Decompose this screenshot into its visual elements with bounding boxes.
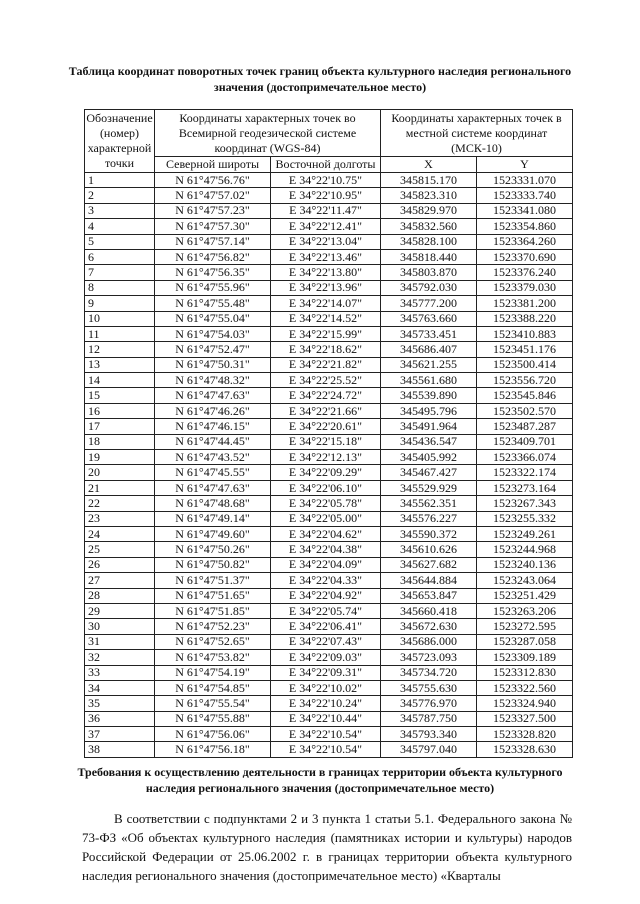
- point-number-cell: 38: [85, 742, 155, 757]
- y-cell: 1523312.830: [477, 665, 573, 680]
- y-cell: 1523327.500: [477, 711, 573, 726]
- y-cell: 1523545.846: [477, 388, 573, 403]
- section-title: Требования к осуществлению деятельности в границах территории объекта культурного наследия регионального значения (достопримечательное место): [77, 765, 563, 795]
- longitude-cell: E 34°22'09.03": [271, 650, 381, 665]
- point-number-cell: 4: [85, 219, 155, 234]
- longitude-cell: E 34°22'04.38": [271, 542, 381, 557]
- table-row: [85, 373, 573, 388]
- table-row: [85, 357, 573, 372]
- point-number-cell: 22: [85, 496, 155, 511]
- table-row: [85, 711, 573, 726]
- x-cell: 345621.255: [381, 357, 477, 372]
- x-cell: 345832.560: [381, 219, 477, 234]
- longitude-cell: E 34°22'10.44": [271, 711, 381, 726]
- longitude-cell: E 34°22'11.47": [271, 203, 381, 218]
- latitude-cell: N 61°47'51.37": [155, 573, 271, 588]
- table-row: [85, 342, 573, 357]
- point-number-cell: 37: [85, 727, 155, 742]
- latitude-cell: N 61°47'52.47": [155, 342, 271, 357]
- y-cell: 1523328.630: [477, 742, 573, 757]
- latitude-cell: N 61°47'47.63": [155, 388, 271, 403]
- y-cell: 1523309.189: [477, 650, 573, 665]
- longitude-cell: E 34°22'13.80": [271, 265, 381, 280]
- y-cell: 1523500.414: [477, 357, 573, 372]
- table-body: [85, 173, 573, 758]
- y-cell: 1523376.240: [477, 265, 573, 280]
- point-number-cell: 7: [85, 265, 155, 280]
- table-row: [85, 173, 573, 188]
- longitude-cell: E 34°22'14.52": [271, 311, 381, 326]
- x-cell: 345436.547: [381, 434, 477, 449]
- latitude-cell: N 61°47'54.85": [155, 680, 271, 695]
- table-row: [85, 326, 573, 341]
- table-title: Таблица координат поворотных точек границ объекта культурного наследия регионального значения (достопримечательное место): [68, 64, 572, 94]
- longitude-cell: E 34°22'12.41": [271, 219, 381, 234]
- table-row: [85, 665, 573, 680]
- latitude-cell: N 61°47'55.96": [155, 280, 271, 295]
- body-paragraph: [82, 809, 572, 885]
- point-number-cell: 29: [85, 603, 155, 618]
- latitude-cell: N 61°47'48.32": [155, 373, 271, 388]
- latitude-cell: N 61°47'56.82": [155, 249, 271, 264]
- latitude-cell: N 61°47'56.35": [155, 265, 271, 280]
- y-cell: 1523410.883: [477, 326, 573, 341]
- point-number-cell: 2: [85, 188, 155, 203]
- x-cell: 345755.630: [381, 680, 477, 695]
- table-row: [85, 573, 573, 588]
- latitude-cell: N 61°47'44.45": [155, 434, 271, 449]
- y-cell: 1523324.940: [477, 696, 573, 711]
- latitude-cell: N 61°47'57.02": [155, 188, 271, 203]
- point-number-cell: 27: [85, 573, 155, 588]
- point-number-cell: 14: [85, 373, 155, 388]
- x-cell: 345467.427: [381, 465, 477, 480]
- y-cell: 1523556.720: [477, 373, 573, 388]
- point-number-cell: 31: [85, 634, 155, 649]
- longitude-cell: E 34°22'04.92": [271, 588, 381, 603]
- x-cell: 345823.310: [381, 188, 477, 203]
- latitude-cell: N 61°47'54.03": [155, 326, 271, 341]
- table-row: [85, 388, 573, 403]
- point-number-cell: 10: [85, 311, 155, 326]
- longitude-cell: E 34°22'10.95": [271, 188, 381, 203]
- header-x: X: [381, 157, 477, 173]
- longitude-cell: E 34°22'24.72": [271, 388, 381, 403]
- latitude-cell: N 61°47'57.14": [155, 234, 271, 249]
- y-cell: 1523388.220: [477, 311, 573, 326]
- table-row: [85, 234, 573, 249]
- x-cell: 345815.170: [381, 173, 477, 188]
- y-cell: 1523379.030: [477, 280, 573, 295]
- point-number-cell: 30: [85, 619, 155, 634]
- longitude-cell: E 34°22'09.29": [271, 465, 381, 480]
- longitude-cell: E 34°22'05.00": [271, 511, 381, 526]
- y-cell: 1523341.080: [477, 203, 573, 218]
- longitude-cell: E 34°22'21.66": [271, 403, 381, 418]
- table-row: [85, 280, 573, 295]
- x-cell: 345576.227: [381, 511, 477, 526]
- longitude-cell: E 34°22'10.54": [271, 742, 381, 757]
- longitude-cell: E 34°22'12.13": [271, 450, 381, 465]
- longitude-cell: E 34°22'14.07": [271, 296, 381, 311]
- table-row: [85, 450, 573, 465]
- x-cell: 345405.992: [381, 450, 477, 465]
- x-cell: 345723.093: [381, 650, 477, 665]
- latitude-cell: N 61°47'53.82": [155, 650, 271, 665]
- x-cell: 345672.630: [381, 619, 477, 634]
- point-number-cell: 15: [85, 388, 155, 403]
- table-row: [85, 680, 573, 695]
- x-cell: 345686.407: [381, 342, 477, 357]
- x-cell: 345653.847: [381, 588, 477, 603]
- longitude-cell: E 34°22'13.96": [271, 280, 381, 295]
- point-number-cell: 19: [85, 450, 155, 465]
- table-row: [85, 603, 573, 618]
- x-cell: 345495.796: [381, 403, 477, 418]
- y-cell: 1523331.070: [477, 173, 573, 188]
- latitude-cell: N 61°47'54.19": [155, 665, 271, 680]
- header-y: Y: [477, 157, 573, 173]
- paragraph-text: В соответствии с подпунктами 2 и 3 пункта 1 статьи 5.1. Федерального закона № 73-ФЗ «Об объектах культурного наследия (памятниках истории и культуры) народов Российской Федерации от 25.06.2002 г. в границах территории объекта культурного наследия регионального значения (достопримечательное место) «Кварталы: [82, 811, 572, 883]
- y-cell: 1523322.174: [477, 465, 573, 480]
- header-latitude: Северной широты: [155, 157, 271, 173]
- x-cell: 345797.040: [381, 742, 477, 757]
- latitude-cell: N 61°47'56.06": [155, 727, 271, 742]
- header-wgs84: Координаты характерных точек во Всемирной геодезической системе координат (WGS-84): [155, 110, 381, 157]
- x-cell: 345818.440: [381, 249, 477, 264]
- table-row: [85, 650, 573, 665]
- point-number-cell: 35: [85, 696, 155, 711]
- table-row: [85, 542, 573, 557]
- x-cell: 345644.884: [381, 573, 477, 588]
- x-cell: 345828.100: [381, 234, 477, 249]
- latitude-cell: N 61°47'56.76": [155, 173, 271, 188]
- point-number-cell: 36: [85, 711, 155, 726]
- longitude-cell: E 34°22'10.24": [271, 696, 381, 711]
- latitude-cell: N 61°47'46.15": [155, 419, 271, 434]
- x-cell: 345686.000: [381, 634, 477, 649]
- longitude-cell: E 34°22'04.09": [271, 557, 381, 572]
- latitude-cell: N 61°47'48.68": [155, 496, 271, 511]
- y-cell: 1523243.064: [477, 573, 573, 588]
- point-number-cell: 5: [85, 234, 155, 249]
- latitude-cell: N 61°47'50.82": [155, 557, 271, 572]
- latitude-cell: N 61°47'55.48": [155, 296, 271, 311]
- point-number-cell: 20: [85, 465, 155, 480]
- latitude-cell: N 61°47'43.52": [155, 450, 271, 465]
- y-cell: 1523366.074: [477, 450, 573, 465]
- table-row: [85, 480, 573, 495]
- point-number-cell: 33: [85, 665, 155, 680]
- point-number-cell: 9: [85, 296, 155, 311]
- latitude-cell: N 61°47'55.54": [155, 696, 271, 711]
- longitude-cell: E 34°22'15.99": [271, 326, 381, 341]
- point-number-cell: 1: [85, 173, 155, 188]
- point-number-cell: 34: [85, 680, 155, 695]
- y-cell: 1523354.860: [477, 219, 573, 234]
- point-number-cell: 11: [85, 326, 155, 341]
- y-cell: 1523272.595: [477, 619, 573, 634]
- latitude-cell: N 61°47'49.14": [155, 511, 271, 526]
- table-row: [85, 296, 573, 311]
- point-number-cell: 24: [85, 526, 155, 541]
- point-number-cell: 16: [85, 403, 155, 418]
- longitude-cell: E 34°22'10.02": [271, 680, 381, 695]
- longitude-cell: E 34°22'04.33": [271, 573, 381, 588]
- point-number-cell: 21: [85, 480, 155, 495]
- y-cell: 1523381.200: [477, 296, 573, 311]
- longitude-cell: E 34°22'04.62": [271, 526, 381, 541]
- point-number-cell: 18: [85, 434, 155, 449]
- longitude-cell: E 34°22'10.75": [271, 173, 381, 188]
- y-cell: 1523370.690: [477, 249, 573, 264]
- header-longitude: Восточной долготы: [271, 157, 381, 173]
- x-cell: 345590.372: [381, 526, 477, 541]
- table-row: [85, 511, 573, 526]
- longitude-cell: E 34°22'09.31": [271, 665, 381, 680]
- latitude-cell: N 61°47'49.60": [155, 526, 271, 541]
- x-cell: 345627.682: [381, 557, 477, 572]
- y-cell: 1523451.176: [477, 342, 573, 357]
- table-row: [85, 265, 573, 280]
- point-number-cell: 32: [85, 650, 155, 665]
- longitude-cell: E 34°22'05.78": [271, 496, 381, 511]
- x-cell: 345793.340: [381, 727, 477, 742]
- table-row: [85, 742, 573, 757]
- x-cell: 345763.660: [381, 311, 477, 326]
- latitude-cell: N 61°47'57.23": [155, 203, 271, 218]
- longitude-cell: E 34°22'21.82": [271, 357, 381, 372]
- table-row: [85, 465, 573, 480]
- x-cell: 345776.970: [381, 696, 477, 711]
- table-row: [85, 188, 573, 203]
- point-number-cell: 6: [85, 249, 155, 264]
- y-cell: 1523328.820: [477, 727, 573, 742]
- latitude-cell: N 61°47'57.30": [155, 219, 271, 234]
- longitude-cell: E 34°22'06.41": [271, 619, 381, 634]
- point-number-cell: 26: [85, 557, 155, 572]
- x-cell: 345491.964: [381, 419, 477, 434]
- latitude-cell: N 61°47'55.88": [155, 711, 271, 726]
- table-row: [85, 219, 573, 234]
- y-cell: 1523287.058: [477, 634, 573, 649]
- table-row: [85, 311, 573, 326]
- x-cell: 345733.451: [381, 326, 477, 341]
- y-cell: 1523249.261: [477, 526, 573, 541]
- latitude-cell: N 61°47'46.26": [155, 403, 271, 418]
- x-cell: 345777.200: [381, 296, 477, 311]
- table-row: [85, 696, 573, 711]
- x-cell: 345529.929: [381, 480, 477, 495]
- point-number-cell: 28: [85, 588, 155, 603]
- table-row: [85, 203, 573, 218]
- y-cell: 1523487.287: [477, 419, 573, 434]
- y-cell: 1523333.740: [477, 188, 573, 203]
- longitude-cell: E 34°22'05.74": [271, 603, 381, 618]
- latitude-cell: N 61°47'52.65": [155, 634, 271, 649]
- table-row: [85, 634, 573, 649]
- point-number-cell: 3: [85, 203, 155, 218]
- x-cell: 345787.750: [381, 711, 477, 726]
- header-point-number: Обозначение (номер) характерной точки: [85, 110, 155, 173]
- table-row: [85, 249, 573, 264]
- x-cell: 345610.626: [381, 542, 477, 557]
- x-cell: 345561.680: [381, 373, 477, 388]
- latitude-cell: N 61°47'51.65": [155, 588, 271, 603]
- coordinates-table: [84, 109, 573, 758]
- y-cell: 1523244.968: [477, 542, 573, 557]
- x-cell: 345803.870: [381, 265, 477, 280]
- latitude-cell: N 61°47'51.85": [155, 603, 271, 618]
- longitude-cell: E 34°22'15.18": [271, 434, 381, 449]
- y-cell: 1523251.429: [477, 588, 573, 603]
- point-number-cell: 25: [85, 542, 155, 557]
- longitude-cell: E 34°22'10.54": [271, 727, 381, 742]
- y-cell: 1523322.560: [477, 680, 573, 695]
- x-cell: 345562.351: [381, 496, 477, 511]
- latitude-cell: N 61°47'52.23": [155, 619, 271, 634]
- header-msk10: Координаты характерных точек в местной системе координат (МСК-10): [381, 110, 573, 157]
- y-cell: 1523263.206: [477, 603, 573, 618]
- table-row: [85, 588, 573, 603]
- table-row: [85, 727, 573, 742]
- y-cell: 1523240.136: [477, 557, 573, 572]
- latitude-cell: N 61°47'47.63": [155, 480, 271, 495]
- x-cell: 345660.418: [381, 603, 477, 618]
- x-cell: 345792.030: [381, 280, 477, 295]
- latitude-cell: N 61°47'56.18": [155, 742, 271, 757]
- longitude-cell: E 34°22'13.04": [271, 234, 381, 249]
- longitude-cell: E 34°22'20.61": [271, 419, 381, 434]
- table-row: [85, 403, 573, 418]
- longitude-cell: E 34°22'06.10": [271, 480, 381, 495]
- latitude-cell: N 61°47'50.26": [155, 542, 271, 557]
- latitude-cell: N 61°47'45.55": [155, 465, 271, 480]
- latitude-cell: N 61°47'55.04": [155, 311, 271, 326]
- x-cell: 345829.970: [381, 203, 477, 218]
- point-number-cell: 8: [85, 280, 155, 295]
- point-number-cell: 23: [85, 511, 155, 526]
- point-number-cell: 17: [85, 419, 155, 434]
- y-cell: 1523267.343: [477, 496, 573, 511]
- table-row: [85, 526, 573, 541]
- longitude-cell: E 34°22'25.52": [271, 373, 381, 388]
- longitude-cell: E 34°22'13.46": [271, 249, 381, 264]
- y-cell: 1523255.332: [477, 511, 573, 526]
- longitude-cell: E 34°22'07.43": [271, 634, 381, 649]
- x-cell: 345734.720: [381, 665, 477, 680]
- y-cell: 1523409.701: [477, 434, 573, 449]
- table-row: [85, 434, 573, 449]
- table-row: [85, 419, 573, 434]
- y-cell: 1523364.260: [477, 234, 573, 249]
- point-number-cell: 12: [85, 342, 155, 357]
- table-row: [85, 496, 573, 511]
- point-number-cell: 13: [85, 357, 155, 372]
- y-cell: 1523273.164: [477, 480, 573, 495]
- y-cell: 1523502.570: [477, 403, 573, 418]
- table-row: [85, 557, 573, 572]
- x-cell: 345539.890: [381, 388, 477, 403]
- latitude-cell: N 61°47'50.31": [155, 357, 271, 372]
- table-row: [85, 619, 573, 634]
- longitude-cell: E 34°22'18.62": [271, 342, 381, 357]
